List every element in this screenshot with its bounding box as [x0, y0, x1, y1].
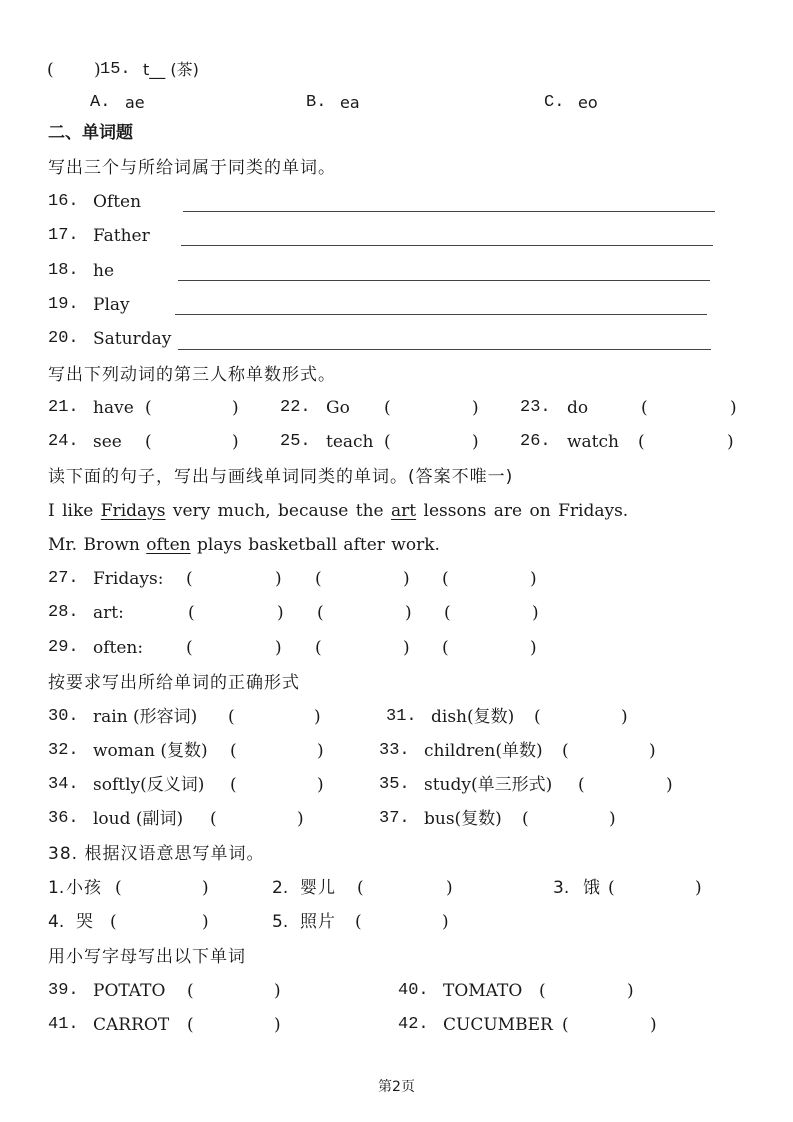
- item-word: study(单三形式): [424, 775, 553, 795]
- item-number: 25.: [280, 432, 311, 451]
- item-number: 19.: [48, 295, 79, 314]
- paren-open: (: [357, 878, 364, 898]
- item-word: do: [567, 398, 589, 418]
- item-word: have: [93, 398, 134, 418]
- paren-open: (: [641, 398, 648, 418]
- item-number: 27.: [48, 569, 79, 588]
- item-number: 3.: [553, 878, 570, 898]
- item-number: 16.: [48, 192, 79, 211]
- answer-line[interactable]: [175, 314, 707, 315]
- answer-line[interactable]: [178, 280, 710, 281]
- paren-close: ): [317, 741, 324, 761]
- paren-open: (: [230, 775, 237, 795]
- paren-open: (: [187, 981, 194, 1001]
- question-stem: t__ (茶): [143, 60, 199, 79]
- sentence-text: plays basketball after work.: [190, 535, 440, 555]
- item-number: 26.: [520, 432, 551, 451]
- paren-close: ): [442, 912, 449, 932]
- paren-close: ): [530, 569, 537, 589]
- option-label: A.: [90, 93, 111, 112]
- answer-paren-open: (: [47, 60, 54, 80]
- item-word: Saturday: [93, 329, 172, 349]
- option-text: ae: [125, 93, 145, 112]
- item-word: bus(复数): [424, 809, 502, 829]
- paren-close: ): [446, 878, 453, 898]
- paren-close: ): [666, 775, 673, 795]
- option-label: C.: [544, 93, 565, 112]
- paren-open: (: [444, 603, 451, 623]
- underlined-word: Fridays: [100, 501, 166, 521]
- item-word: Fridays:: [93, 569, 164, 589]
- item-number: 34.: [48, 775, 79, 794]
- question-number: 15.: [100, 60, 131, 79]
- sentence-text: lessons are on Fridays.: [416, 501, 629, 521]
- answer-line[interactable]: [183, 211, 715, 212]
- paren-open: (: [110, 912, 117, 932]
- paren-open: (: [187, 1015, 194, 1035]
- item-number: 31.: [386, 707, 417, 726]
- sentence-text: I like: [48, 501, 101, 521]
- item-word: softly(反义词): [93, 775, 205, 795]
- item-number: 36.: [48, 809, 79, 828]
- paren-open: (: [539, 981, 546, 1001]
- item-word: children(单数): [424, 741, 543, 761]
- instruction: 写出三个与所给词属于同类的单词。: [48, 158, 336, 178]
- item-number: 33.: [379, 741, 410, 760]
- item-word: Play: [93, 295, 130, 315]
- item-number: 37.: [379, 809, 410, 828]
- paren-close: ): [650, 1015, 657, 1035]
- paren-close: ): [403, 569, 410, 589]
- item-word: Often: [93, 192, 142, 212]
- paren-close: ): [274, 1015, 281, 1035]
- paren-open: (: [315, 569, 322, 589]
- instruction: 读下面的句子，写出与画线单词同类的单词。(答案不唯一): [48, 467, 514, 487]
- paren-close: ): [609, 809, 616, 829]
- answer-line[interactable]: [178, 349, 711, 350]
- item-word: rain (形容词): [93, 707, 198, 727]
- paren-open: (: [186, 569, 193, 589]
- item-word: watch: [567, 432, 619, 452]
- item-number: 32.: [48, 741, 79, 760]
- paren-close: ): [274, 981, 281, 1001]
- paren-close: ): [627, 981, 634, 1001]
- paren-close: ): [202, 912, 209, 932]
- instruction: 写出下列动词的第三人称单数形式。: [48, 365, 336, 385]
- item-word: loud (副词): [93, 809, 184, 829]
- item-number: 17.: [48, 226, 79, 245]
- paren-open: (: [355, 912, 362, 932]
- instruction: 按要求写出所给单词的正确形式: [48, 673, 300, 693]
- answer-paren-close: ): [94, 60, 101, 80]
- page-number: 第2页: [378, 1079, 415, 1095]
- paren-open: (: [522, 809, 529, 829]
- item-number: 41.: [48, 1015, 79, 1034]
- paren-open: (: [317, 603, 324, 623]
- item-word: dish(复数): [431, 707, 515, 727]
- paren-open: (: [442, 569, 449, 589]
- paren-open: (: [145, 432, 152, 452]
- item-number: 42.: [398, 1015, 429, 1034]
- paren-close: ): [403, 638, 410, 658]
- paren-open: (: [534, 707, 541, 727]
- paren-close: ): [405, 603, 412, 623]
- paren-close: ): [317, 775, 324, 795]
- item-word: he: [93, 261, 115, 281]
- paren-open: (: [210, 809, 217, 829]
- underlined-word: art: [391, 501, 417, 521]
- item-number: 35.: [379, 775, 410, 794]
- paren-close: ): [275, 569, 282, 589]
- item-word: Father: [93, 226, 150, 246]
- item-number: 5.: [272, 912, 289, 932]
- option-text: eo: [578, 93, 598, 112]
- paren-open: (: [562, 1015, 569, 1035]
- paren-open: (: [115, 878, 122, 898]
- item-word: 照片: [300, 912, 336, 932]
- item-number: 4.: [48, 912, 65, 932]
- paren-open: (: [230, 741, 237, 761]
- paren-open: (: [188, 603, 195, 623]
- paren-open: (: [384, 432, 391, 452]
- paren-close: ): [532, 603, 539, 623]
- item-word: often:: [93, 638, 144, 658]
- section-title: 二、单词题: [48, 123, 133, 143]
- paren-open: (: [442, 638, 449, 658]
- item-number: 24.: [48, 432, 79, 451]
- underlined-word: often: [146, 535, 191, 555]
- paren-open: (: [228, 707, 235, 727]
- item-number: 28.: [48, 603, 79, 622]
- item-word: TOMATO: [443, 981, 523, 1001]
- item-word: 小孩: [66, 878, 102, 898]
- paren-close: ): [202, 878, 209, 898]
- paren-close: ): [314, 707, 321, 727]
- paren-close: ): [727, 432, 734, 452]
- sentence-text: Mr. Brown: [48, 535, 147, 555]
- item-number: 21.: [48, 398, 79, 417]
- item-word: CARROT: [93, 1015, 170, 1035]
- item-number: 2.: [272, 878, 289, 898]
- item-number: 40.: [398, 981, 429, 1000]
- item-number: 20.: [48, 329, 79, 348]
- sentence-text: very much, because the: [165, 501, 392, 521]
- paren-close: ): [297, 809, 304, 829]
- paren-open: (: [145, 398, 152, 418]
- paren-close: ): [649, 741, 656, 761]
- item-number: 18.: [48, 261, 79, 280]
- paren-close: ): [695, 878, 702, 898]
- sentence: [48, 534, 440, 556]
- paren-close: ): [530, 638, 537, 658]
- instruction: 38. 根据汉语意思写单词。: [48, 844, 265, 864]
- item-number: 29.: [48, 638, 79, 657]
- item-word: 哭: [76, 912, 94, 932]
- item-word: POTATO: [93, 981, 166, 1001]
- instruction: 用小写字母写出以下单词: [48, 947, 246, 967]
- item-word: Go: [326, 398, 350, 418]
- paren-open: (: [562, 741, 569, 761]
- item-number: 1.: [48, 878, 65, 898]
- paren-close: ): [275, 638, 282, 658]
- paren-open: (: [186, 638, 193, 658]
- paren-close: ): [621, 707, 628, 727]
- paren-close: ): [232, 398, 239, 418]
- paren-close: ): [472, 432, 479, 452]
- paren-close: ): [277, 603, 284, 623]
- paren-open: (: [638, 432, 645, 452]
- paren-close: ): [730, 398, 737, 418]
- paren-open: (: [578, 775, 585, 795]
- option-text: ea: [340, 93, 360, 112]
- item-number: 23.: [520, 398, 551, 417]
- paren-open: (: [315, 638, 322, 658]
- answer-line[interactable]: [181, 245, 713, 246]
- paren-open: (: [608, 878, 615, 898]
- item-word: 婴儿: [300, 878, 336, 898]
- item-number: 22.: [280, 398, 311, 417]
- option-label: B.: [306, 93, 327, 112]
- paren-close: ): [472, 398, 479, 418]
- item-number: 39.: [48, 981, 79, 1000]
- item-word: 饿: [583, 878, 601, 898]
- item-word: teach: [326, 432, 374, 452]
- item-word: art:: [93, 603, 124, 623]
- paren-close: ): [232, 432, 239, 452]
- item-number: 30.: [48, 707, 79, 726]
- item-word: see: [93, 432, 122, 452]
- paren-open: (: [384, 398, 391, 418]
- sentence: [48, 500, 628, 522]
- item-word: woman (复数): [93, 741, 208, 761]
- item-word: CUCUMBER: [443, 1015, 553, 1035]
